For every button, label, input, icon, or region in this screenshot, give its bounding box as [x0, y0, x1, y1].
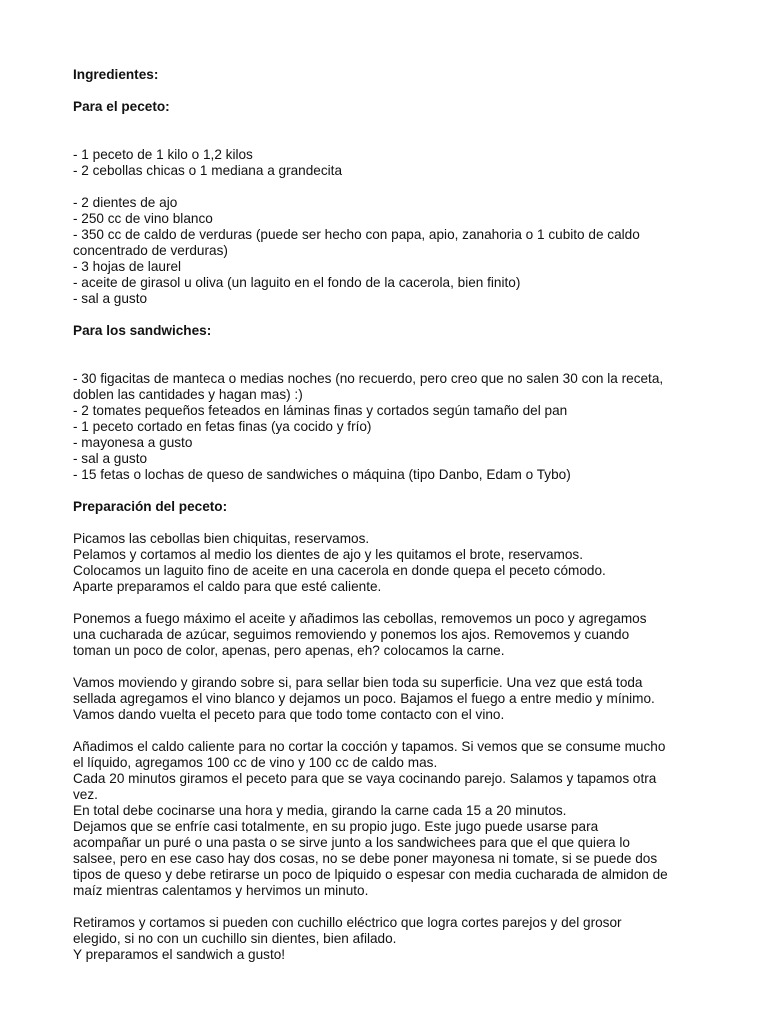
spacer	[73, 515, 733, 531]
spacer	[73, 595, 733, 611]
paragraph-line: En total debe cocinarse una hora y media, girando la carne cada 15 a 20 minutos.	[73, 803, 567, 818]
paragraph-line: Vamos moviendo y girando sobre si, para sellar bien toda su superficie. Una vez que está toda	[73, 675, 643, 690]
list-item: - 15 fetas o lochas de queso de sandwiches o máquina (tipo Danbo, Edam o Tybo)	[73, 467, 571, 482]
prep-paragraph-5	[73, 915, 733, 963]
sandwich-ingredients-list	[73, 371, 733, 483]
paragraph-line: Picamos las cebollas bien chiquitas, reservamos.	[73, 531, 370, 546]
list-item: - aceite de girasol u oliva (un laguito en el fondo de la cacerola, bien finito)	[73, 275, 521, 290]
sandwich-heading: Para los sandwiches:	[73, 323, 212, 338]
list-item: - mayonesa a gusto	[73, 435, 193, 450]
spacer	[73, 659, 733, 675]
paragraph-line: el líquido, agregamos 100 cc de vino y 100 cc de caldo mas.	[73, 755, 438, 770]
list-item: - 1 peceto de 1 kilo o 1,2 kilos	[73, 147, 253, 162]
prep-paragraph-4	[73, 739, 733, 899]
paragraph-line: tipos de queso y debe retirarse un poco de lpiquido o espesar con media cucharada de almidon de	[73, 867, 668, 882]
spacer	[73, 483, 733, 499]
spacer	[73, 899, 733, 915]
list-item: - 3 hojas de laurel	[73, 259, 182, 274]
paragraph-line: maíz mientras calentamos y hervimos un minuto.	[73, 883, 369, 898]
spacer	[73, 723, 733, 739]
paragraph-line: salsee, pero en ese caso hay dos cosas, no se debe poner mayonesa ni tomate, si se puede dos	[73, 851, 658, 866]
list-item: - sal a gusto	[73, 291, 148, 306]
list-item: doblen las cantidades y hagan mas) :)	[73, 387, 303, 402]
recipe-document	[73, 67, 733, 963]
paragraph-line: Retiramos y cortamos si pueden con cuchillo eléctrico que logra cortes parejos y del grosor	[73, 915, 622, 930]
spacer	[73, 83, 733, 99]
paragraph-line: Ponemos a fuego máximo el aceite y añadimos las cebollas, removemos un poco y agregamos	[73, 611, 647, 626]
ingredients-heading: Ingredientes:	[73, 67, 159, 82]
prep-paragraph-1	[73, 531, 733, 595]
prep-heading: Preparación del peceto:	[73, 499, 228, 514]
paragraph-line: Vamos dando vuelta el peceto para que todo tome contacto con el vino.	[73, 707, 505, 722]
spacer	[73, 115, 733, 147]
paragraph-line: acompañar un puré o una pasta o se sirve junto a los sandwichees para que el que quiera lo	[73, 835, 630, 850]
paragraph-line: sellada agregamos el vino blanco y dejamos un poco. Bajamos el fuego a entre medio y mínimo.	[73, 691, 655, 706]
paragraph-line: Y preparamos el sandwich a gusto!	[73, 947, 286, 962]
list-item: - 2 tomates pequeños feteados en láminas finas y cortados según tamaño del pan	[73, 403, 568, 418]
list-item: - 2 dientes de ajo	[73, 195, 178, 210]
peceto-heading: Para el peceto:	[73, 99, 170, 114]
peceto-ingredients-list	[73, 147, 733, 307]
list-item: - 30 figacitas de manteca o medias noches (no recuerdo, pero creo que no salen 30 con la receta,	[73, 371, 664, 386]
list-item: concentrado de verduras)	[73, 243, 228, 258]
spacer	[73, 339, 733, 371]
list-item: - 250 cc de vino blanco	[73, 211, 213, 226]
spacer	[73, 179, 733, 195]
paragraph-line: Añadimos el caldo caliente para no cortar la cocción y tapamos. Si vemos que se consume mucho	[73, 739, 666, 754]
spacer	[73, 307, 733, 323]
list-item: - sal a gusto	[73, 451, 148, 466]
paragraph-line: Colocamos un laguito fino de aceite en una cacerola en donde quepa el peceto cómodo.	[73, 563, 606, 578]
list-item: - 2 cebollas chicas o 1 mediana a grandecita	[73, 163, 343, 178]
list-item: - 350 cc de caldo de verduras (puede ser hecho con papa, apio, zanahoria o 1 cubito de caldo	[73, 227, 640, 242]
paragraph-line: Cada 20 minutos giramos el peceto para que se vaya cocinando parejo. Salamos y tapamos otra	[73, 771, 657, 786]
prep-paragraph-2	[73, 611, 733, 659]
paragraph-line: elegido, si no con un cuchillo sin dientes, bien afilado.	[73, 931, 397, 946]
paragraph-line: Pelamos y cortamos al medio los dientes de ajo y les quitamos el brote, reservamos.	[73, 547, 583, 562]
paragraph-line: una cucharada de azúcar, seguimos removiendo y ponemos los ajos. Removemos y cuando	[73, 627, 630, 642]
paragraph-line: Aparte preparamos el caldo para que esté caliente.	[73, 579, 382, 594]
list-item: - 1 peceto cortado en fetas finas (ya cocido y frío)	[73, 419, 372, 434]
paragraph-line: Dejamos que se enfríe casi totalmente, en su propio jugo. Este jugo puede usarse para	[73, 819, 599, 834]
prep-paragraph-3	[73, 675, 733, 723]
paragraph-line: toman un poco de color, apenas, pero apenas, eh? colocamos la carne.	[73, 643, 505, 658]
paragraph-line: vez.	[73, 787, 98, 802]
